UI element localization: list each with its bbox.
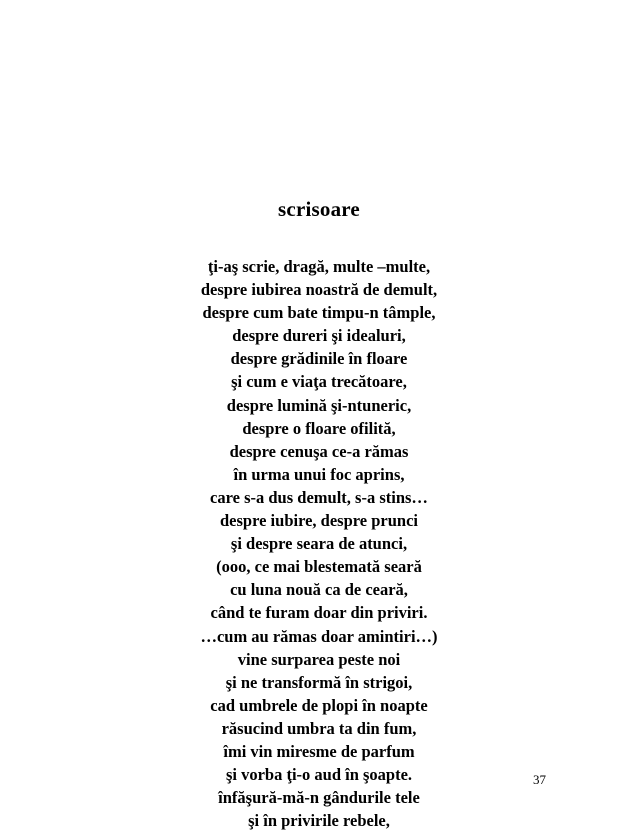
poem-line: (ooo, ce mai blestemată seară <box>216 557 422 577</box>
poem-title: scrisoare <box>278 197 360 221</box>
poem-line: cad umbrele de plopi în noapte <box>210 695 428 715</box>
poem-line: care s-a dus demult, s-a stins… <box>210 487 428 507</box>
poem-line: şi vorba ţi-o aud în şoapte. <box>225 765 413 785</box>
poem-line: şi ne transformă în strigoi, <box>225 672 413 692</box>
poem-line: cu luna nouă ca de ceară, <box>230 580 408 600</box>
poem-line: vine surparea peste noi <box>237 649 401 669</box>
poem-line: când te furam doar din priviri. <box>210 603 428 623</box>
poem-line: despre lumină şi-ntuneric, <box>226 395 412 415</box>
poem-body <box>0 255 638 832</box>
poem-line: despre dureri şi idealuri, <box>232 326 406 346</box>
poem-line: …cum au rămas doar amintiri…) <box>200 626 438 646</box>
poem-line: înfăşură-mă-n gândurile tele <box>218 788 420 808</box>
poem-line: şi cum e viaţa trecătoare, <box>231 372 407 392</box>
poem-line: despre o floare ofilită, <box>242 418 396 438</box>
poem-line: şi despre seara de atunci, <box>230 534 408 554</box>
poem-line: ţi-aş scrie, dragă, multe –multe, <box>207 257 431 276</box>
poem-line: şi în privirile rebele, <box>248 811 390 831</box>
poem-line: în urma unui foc aprins, <box>233 464 405 484</box>
poem-line: despre grădinile în floare <box>230 349 408 369</box>
poem-line: răsucind umbra ta din fum, <box>221 718 417 738</box>
poem-line: despre iubirea noastră de demult, <box>200 280 438 300</box>
poem-line: despre cum bate timpu-n tâmple, <box>202 303 436 323</box>
poem-line: îmi vin miresme de parfum <box>223 741 415 761</box>
poem-line: despre cenuşa ce-a rămas <box>229 441 409 461</box>
poem-line: despre iubire, despre prunci <box>219 511 419 531</box>
page-number: 37 <box>533 772 546 787</box>
